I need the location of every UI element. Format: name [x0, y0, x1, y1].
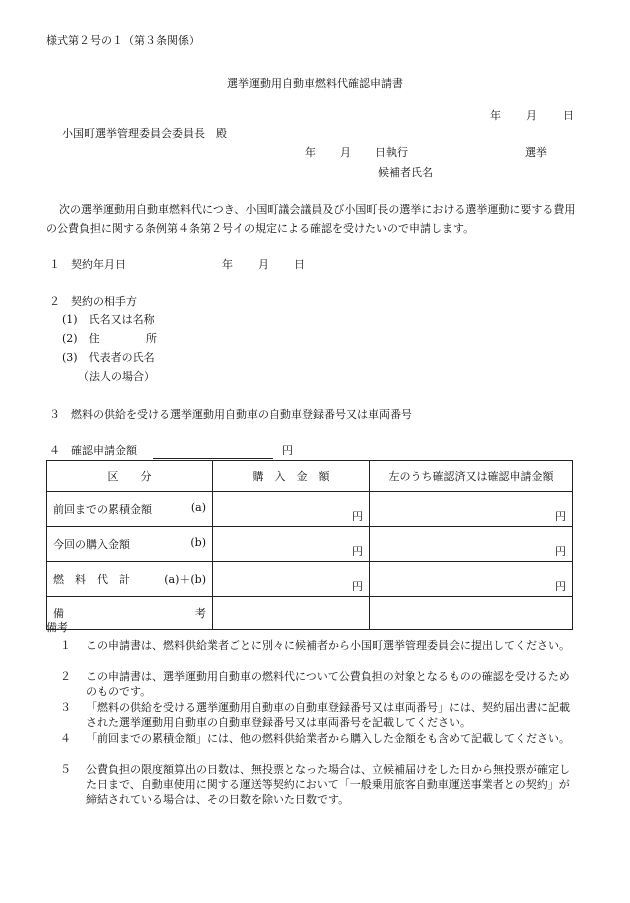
header-purchase-amount: 購 入 金 額 — [213, 461, 370, 492]
party-address-label: (2) 住 — [62, 332, 100, 345]
contract-year: 年 — [222, 258, 233, 271]
remarks-cell — [213, 597, 370, 630]
form-number: 様式第２号の１（第３条関係） — [46, 34, 200, 47]
note-text: 「前回までの累積金額」には、他の燃料供給業者から購入した金額をも含めて記載してください。 — [86, 732, 570, 745]
row-code: (a) — [190, 501, 206, 514]
election-month: 月 — [340, 146, 351, 159]
fuel-cost-table — [46, 460, 573, 630]
table-row — [47, 492, 573, 527]
addressee: 小国町選挙管理委員会委員長 殿 — [62, 127, 227, 140]
note-text: 「燃料の供給を受ける選挙運動用自動車の自動車登録番号又は車両番号」には、契約届出書に記載された選挙運動用自動車の自動車登録番号又は車両番号を記載してください。 — [86, 701, 570, 729]
note-number: ３ — [60, 701, 71, 714]
remarks-cell — [370, 597, 573, 630]
election-name: 選挙 — [525, 146, 547, 159]
note-item — [60, 669, 576, 699]
note-item — [60, 762, 576, 807]
note-number: ５ — [60, 763, 71, 776]
remarks-label-cell — [47, 597, 213, 630]
table-row — [47, 562, 573, 597]
note-item — [60, 731, 576, 746]
row-label: 燃 料 代 計 — [53, 573, 130, 586]
table-row-remarks — [47, 597, 573, 630]
date-day: 日 — [563, 109, 574, 122]
requested-amount-unit: 円 — [282, 444, 293, 457]
vehicle-number-label: ３ 燃料の供給を受ける選挙運動用自動車の自動車登録番号又は車両番号 — [49, 408, 412, 421]
contract-day: 日 — [294, 258, 305, 271]
party-address-label-end: 所 — [146, 332, 157, 345]
contract-month: 月 — [258, 258, 269, 271]
contract-party-label: ２ 契約の相手方 — [49, 295, 137, 308]
table-header-row — [47, 461, 573, 492]
note-item — [60, 700, 576, 730]
row-code: (b) — [190, 536, 206, 549]
note-number: ４ — [60, 732, 71, 745]
remarks-label-right: 考 — [195, 607, 206, 620]
header-category: 区 分 — [47, 461, 213, 492]
election-day-executed: 日執行 — [375, 146, 408, 159]
party-name-label: (1) 氏名又は名称 — [62, 313, 155, 326]
purchase-amount-cell: 円 — [213, 562, 370, 597]
party-representative-label: (3) 代表者の氏名 — [62, 351, 155, 364]
header-confirmed-amount: 左のうち確認済又は確認申請金額 — [370, 461, 573, 492]
remarks-label-left: 備 — [53, 607, 64, 620]
confirmed-amount-cell: 円 — [370, 562, 573, 597]
election-year: 年 — [305, 146, 316, 159]
row-label-cell — [47, 527, 213, 562]
date-month: 月 — [526, 109, 537, 122]
requested-amount-underline — [153, 444, 273, 459]
party-corporate-note: （法人の場合） — [78, 370, 155, 383]
row-label-cell — [47, 492, 213, 527]
confirmed-amount-cell: 円 — [370, 527, 573, 562]
confirmed-amount-cell: 円 — [370, 492, 573, 527]
note-text: この申請書は、選挙運動用自動車の燃料代について公費負担の対象となるものの確認を受けるためのものです。 — [86, 670, 570, 698]
note-number: １ — [60, 639, 71, 652]
intro-text: 次の選挙運動用自動車燃料代につき、小国町議会議員及び小国町長の選挙における選挙運動に要する費用の公費負担に関する条例第４条第２号イの規定による確認を受けたいので申請します。 — [46, 203, 576, 235]
date-year: 年 — [490, 109, 501, 122]
table-row — [47, 527, 573, 562]
contract-date-label: １ 契約年月日 — [49, 258, 126, 271]
document-title: 選挙運動用自動車燃料代確認申請書 — [227, 77, 403, 90]
note-text: 公費負担の限度額算出の日数は、無投票となった場合は、立候補届けをした日から無投票が確定した日まで、自動車使用に関する運送等契約において「一般乗用旅客自動車運送事業者との契約」が締結されている場合は、その日数を除いた日数です。 — [86, 763, 570, 806]
candidate-name-label: 候補者氏名 — [378, 166, 433, 179]
requested-amount-label: ４ 確認申請金額 — [49, 444, 137, 457]
row-label-cell — [47, 562, 213, 597]
notes-heading: 備考 — [46, 621, 68, 634]
note-text: この申請書は、燃料供給業者ごとに別々に候補者から小国町選挙管理委員会に提出してください。 — [86, 639, 570, 652]
row-code: (a)＋(b) — [164, 573, 206, 586]
purchase-amount-cell: 円 — [213, 527, 370, 562]
purchase-amount-cell: 円 — [213, 492, 370, 527]
row-label: 今回の購入金額 — [53, 538, 130, 551]
note-item — [60, 638, 576, 653]
row-label: 前回までの累積金額 — [53, 503, 152, 516]
note-number: ２ — [60, 670, 71, 683]
